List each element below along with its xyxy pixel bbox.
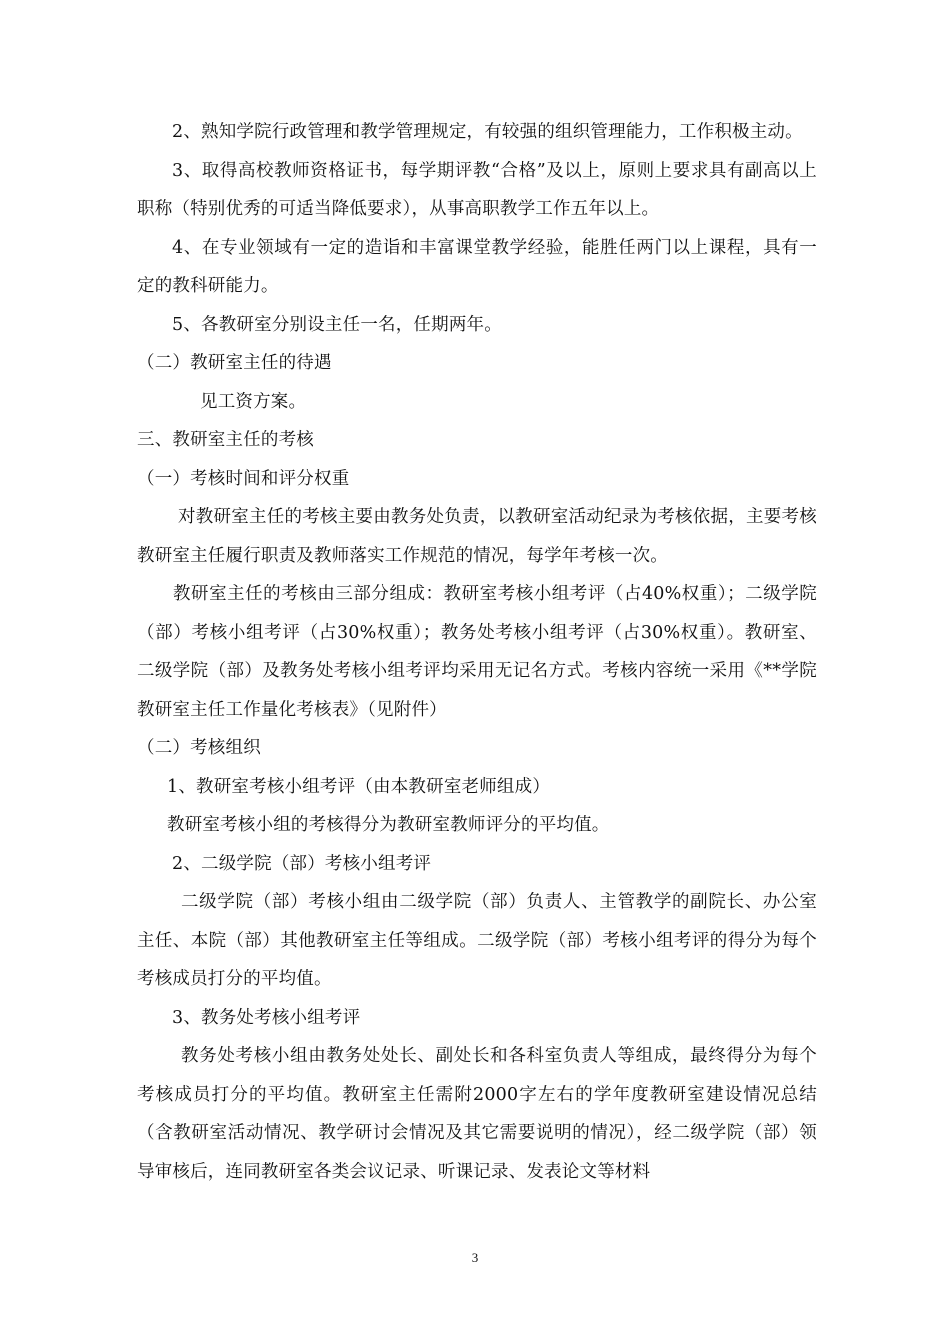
paragraph-requirement-5: 5、各教研室分别设主任一名，任期两年。 — [172, 314, 502, 335]
paragraph-teaching-office-group: 教研室考核小组的考核得分为教研室教师评分的平均值。 — [167, 815, 610, 835]
paragraph-assessment-composition: 教研室主任的考核由三部分组成：教研室考核小组考评（占40%权重）；二级学院（部）考核小组考评（占30%权重）；教务处考核小组考评（占30%权重）。教研室、二级学院（部）及教务处考核小组考评均采用无记名方式。考核内容统一采用《**学院教研室主任工作量化考核表》（见附件） — [137, 584, 817, 720]
subheading-teaching-office-group: 1、教研室考核小组考评（由本教研室老师组成） — [167, 776, 551, 797]
paragraph-requirement-3: 3、取得高校教师资格证书，每学期评教“合格”及以上，原则上要求具有副高以上职称（特别优秀的可适当降低要求），从事高职教学工作五年以上。 — [137, 160, 817, 219]
paragraph-requirement-2: 2、熟知学院行政管理和教学管理规定，有较强的组织管理能力，工作积极主动。 — [172, 122, 803, 142]
paragraph-secondary-college-group: 二级学院（部）考核小组由二级学院（部）负责人、主管教学的副院长、办公室主任、本院（部）其他教研室主任等组成。二级学院（部）考核小组考评的得分为每个考核成员打分的平均值。 — [137, 892, 817, 989]
paragraph-academic-affairs-group: 教务处考核小组由教务处处长、副处长和各科室负责人等组成，最终得分为每个考核成员打分的平均值。教研室主任需附2000字左右的学年度教研室建设情况总结（含教研室活动情况、教学研讨会情况及其它需要说明的情况），经二级学院（部）领导审核后，连同教研室各类会议记录、听课记录、发表论文等材料 — [137, 1046, 817, 1182]
section-heading-time-weight: （一）考核时间和评分权重 — [137, 468, 350, 489]
section-heading-benefits: （二）教研室主任的待遇 — [137, 353, 332, 373]
section-heading-organization: （二）考核组织 — [137, 738, 261, 758]
subheading-academic-affairs-group: 3、教务处考核小组考评 — [172, 1007, 361, 1028]
page-number: 3 — [471, 1250, 479, 1265]
chapter-heading-assessment: 三、教研室主任的考核 — [137, 430, 314, 450]
document-body — [137, 113, 817, 1191]
subheading-secondary-college-group: 2、二级学院（部）考核小组考评 — [172, 853, 432, 874]
paragraph-assessment-responsibility: 对教研室主任的考核主要由教务处负责，以教研室活动纪录为考核依据，主要考核教研室主任履行职责及教师落实工作规范的情况，每学年考核一次。 — [137, 507, 817, 566]
paragraph-requirement-4: 4、在专业领域有一定的造诣和丰富课堂教学经验，能胜任两门以上课程，具有一定的教科研能力。 — [137, 237, 817, 296]
paragraph-benefits: 见工资方案。 — [200, 391, 307, 412]
